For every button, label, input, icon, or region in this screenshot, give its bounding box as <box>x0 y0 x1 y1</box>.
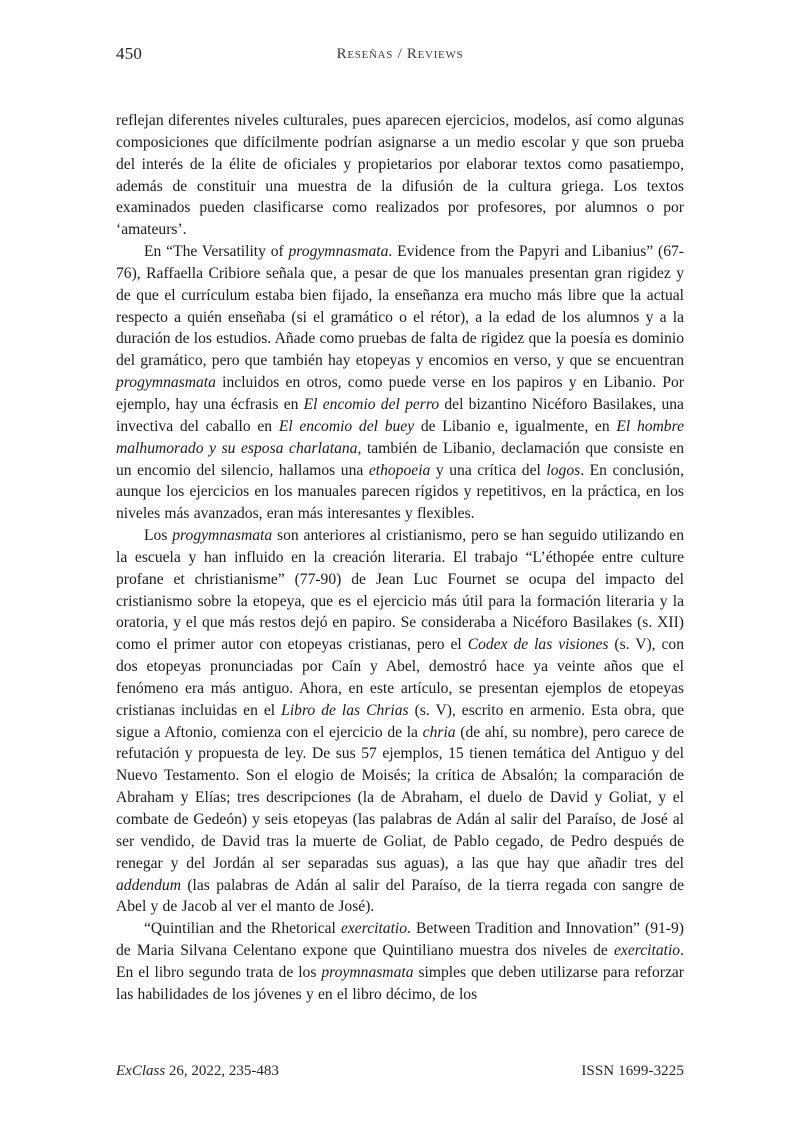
text-run: . Between Tradition and Innovation” (91-9) de Maria Silvana Celentano expone que Quintiliano muestra dos niveles de <box>116 920 684 960</box>
paragraph-4 <box>116 918 684 1005</box>
text-run: reflejan diferentes niveles culturales, pues aparecen ejercicios, modelos, así como algunas composiciones que difícilmente podrían asignarse a un medio escolar y que son prueba del interés de la élite de oficiales y propietarios por elaborar textos como pasatiempo, además de constituir una muestra de la difusión de la cultura griega. Los textos examinados pueden clasificarse como realizados por profesores, por alumnos o por ‘amateurs’. <box>116 112 684 239</box>
italic-run: proymnasmata <box>321 963 414 981</box>
text-run: . En conclusión, aunque los ejercicios en los manuales parecen rígidos y repetitivos, en la práctica, en los niveles más avanzados, eran más interesantes y flexibles. <box>116 461 684 523</box>
text-run: y una crítica del <box>430 461 547 479</box>
italic-run: El encomio del perro <box>303 395 440 413</box>
text-run: son anteriores al cristianismo, pero se han seguido utilizando en la escuela y han influido en la creación literaria. El trabajo “L’éthopée entre culture profane et christianisme” (77-90) de Jean Luc Fournet se ocupa del impacto del cristianismo sobre la etopeya, que es el ejercicio más útil para la formación literaria y la oratoria, y el que más restos dejó en papiro. Se consideraba a Nicéforo Basilakes (s. XII) como el primer autor con etopeyas cristianas, pero el <box>116 527 684 654</box>
body-text-block <box>116 110 684 1006</box>
issn-label: ISSN 1699-3225 <box>581 1063 684 1079</box>
running-head-title: Reseñas / Reviews <box>336 46 464 62</box>
text-run: de Libanio e, igualmente, en <box>414 417 617 435</box>
text-run: Los <box>144 527 173 545</box>
journal-title: ExClass <box>116 1063 166 1079</box>
italic-run: chria <box>422 723 456 741</box>
page-number: 450 <box>116 44 143 63</box>
text-run: (las palabras de Adán al salir del Paraíso, de la tierra regada con sangre de Abel y de Jacob al ver el manto de José). <box>116 876 684 916</box>
italic-run: progymnasmata <box>116 374 216 392</box>
paragraph-1 <box>116 110 684 241</box>
text-run: En “The Versatility of <box>144 243 289 261</box>
text-run: “Quintilian and the Rhetorical <box>144 920 341 938</box>
italic-run: Libro de las Chrias <box>281 701 409 719</box>
text-run: (s. V), escrito en armenio. Esta obra, que sigue a Aftonio, comienza con el ejercicio de la <box>116 701 684 741</box>
running-head <box>116 42 684 66</box>
text-run: . Evidence from the Papyri and Libanius” (67-76), Raffaella Cribiore señala que, a pesar de que los manuales presentan gran rigidez y de que el currículum estaba bien fijado, la enseñanza era mucho más libre que la actual respecto a quién enseñaba (si el gramático o el rétor), a la edad de los alumnos y a la duración de los estudios. Añade como pruebas de falta de rigidez que la poesía es dominio del gramático, pero que también hay etopeyas y encomios en verso, y que se encuentran <box>116 243 684 370</box>
text-run: simples que deben utilizarse para reforzar las habilidades de los jóvenes y en el libro décimo, de los <box>116 963 684 1003</box>
page-footer <box>116 1060 684 1082</box>
italic-run: El hombre malhumorado y su esposa charlatana, <box>116 417 685 457</box>
italic-run: El encomio del buey <box>278 417 415 435</box>
text-run: del bizantino Nicéforo Basilakes, una invectiva del caballo en <box>116 395 684 435</box>
italic-run: ethopoeia <box>368 461 431 479</box>
text-run: . En el libro segundo trata de los <box>116 942 684 981</box>
italic-run: logos <box>546 461 581 479</box>
paragraph-2 <box>116 241 684 525</box>
paragraph-3 <box>116 525 684 918</box>
italic-run: progymnasmata <box>172 527 273 545</box>
italic-run: progymnasmata <box>288 243 389 261</box>
text-run: (s. V), con dos etopeyas pronunciadas por Caín y Abel, demostró hace ya veinte años que el fenómeno era más antiguo. Ahora, en este artículo, se presentan ejemplos de etopeyas cristianas incluidas en el <box>116 636 684 719</box>
text-run: incluidos en otros, como puede verse en los papiros y en Libanio. Por ejemplo, hay una écfrasis en <box>116 374 684 413</box>
italic-run: exercitatio <box>340 920 408 938</box>
citation-detail: 26, 2022, 235-483 <box>165 1063 279 1079</box>
footer-citation <box>116 1060 279 1082</box>
italic-run: exercitatio <box>613 942 681 960</box>
italic-run: addendum <box>116 876 181 894</box>
text-run: también de Libanio, declamación que consiste en un encomio del silencio, hallamos una <box>116 439 684 479</box>
italic-run: Codex de las visiones <box>467 636 609 654</box>
text-run: (de ahí, su nombre), pero carece de refutación y propuesta de ley. De sus 57 ejemplos, 15 tienen temática del Antiguo y del Nuevo Testamento. Son el elogio de Moisés; la crítica de Absalón; la comparación de Abraham y Elías; tres descripciones (la de Abraham, el duelo de David y Goliat, y el combate de Gedeón) y seis etopeyas (las palabras de Adán al salir del Paraíso, de José al ser vendido, de David tras la muerte de Goliat, de Pablo cegado, de Pedro después de renegar y del Jordán al ser separadas sus aguas), a las que hay que añadir tres del <box>116 723 685 872</box>
